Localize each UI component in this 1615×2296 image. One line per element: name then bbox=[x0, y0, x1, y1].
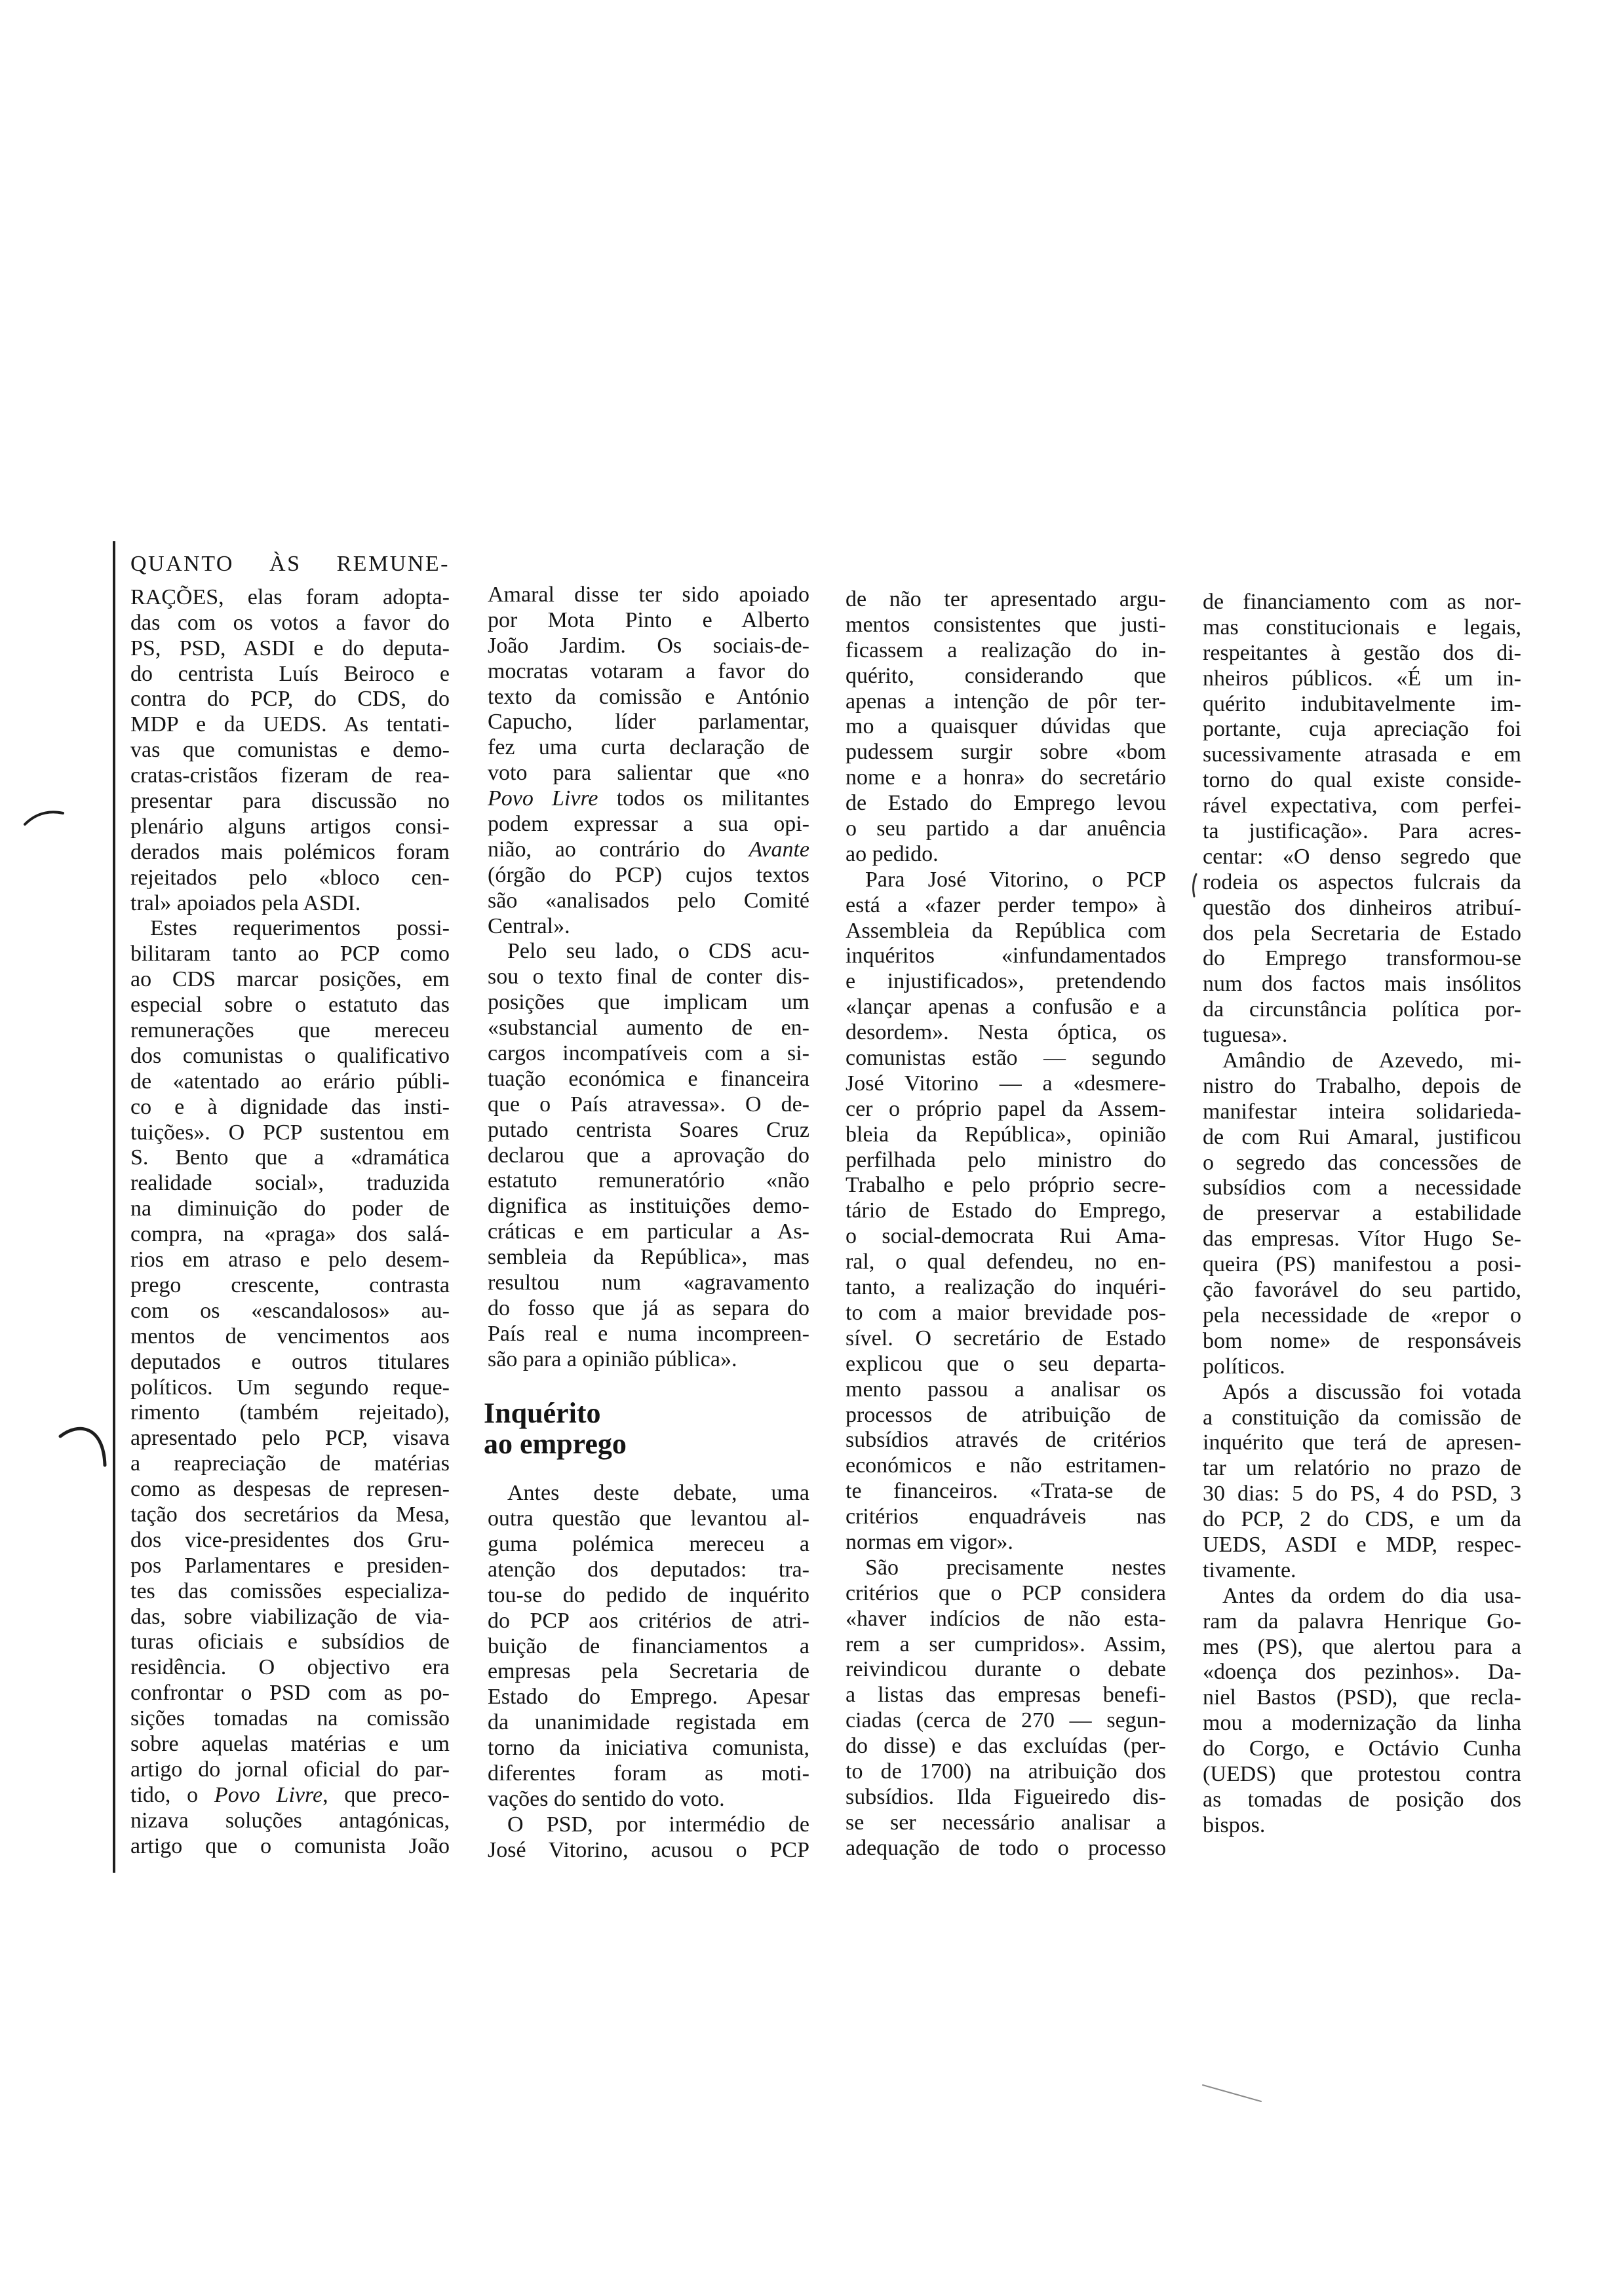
text-line: Antes deste debate, uma bbox=[507, 1481, 809, 1506]
text-line: bleia da República», opinião bbox=[846, 1122, 1166, 1147]
text-line: rimento (também rejeitado), bbox=[130, 1400, 450, 1425]
text-line: rável expectativa, com perfei- bbox=[1203, 794, 1521, 818]
text-line: putado centrista Soares Cruz bbox=[488, 1117, 809, 1142]
text-line: UEDS, ASDI e MDP, respec- bbox=[1203, 1532, 1521, 1557]
text-line: e injustificados», pretendendo bbox=[846, 969, 1166, 994]
text-line: (UEDS) que protestou contra bbox=[1203, 1761, 1521, 1786]
text-line: critérios que o PCP considera bbox=[846, 1580, 1166, 1605]
text-line: subsídios com a necessidade bbox=[1203, 1176, 1521, 1200]
text-line: tivamente. bbox=[1203, 1558, 1296, 1582]
text-run: nião, ao contrário do bbox=[488, 837, 749, 862]
column-3-body bbox=[846, 587, 1166, 1862]
text-line: rios em atraso e pelo desem- bbox=[130, 1248, 450, 1272]
text-line: dos pela Secretaria de Estado bbox=[1203, 921, 1521, 946]
column-4-body bbox=[1203, 590, 1521, 1839]
text-line: PS, PSD, ASDI e do deputa- bbox=[130, 636, 450, 660]
text-line: guma polémica mereceu a bbox=[488, 1531, 809, 1556]
text-line: niel Bastos (PSD), que recla- bbox=[1203, 1685, 1521, 1710]
text-line: derados mais polémicos foram bbox=[130, 839, 450, 864]
text-line: com os «escandalosos» au- bbox=[130, 1298, 450, 1323]
text-line: manifestar inteira solidarieda- bbox=[1203, 1099, 1521, 1124]
text-line: Capucho, líder parlamentar, bbox=[488, 710, 809, 735]
paragraph bbox=[1203, 1048, 1521, 1380]
text-line: tral» apoiados pela ASDI. bbox=[130, 890, 361, 915]
italic-text: Avante bbox=[749, 837, 809, 862]
text-line: mas constitucionais e legais, bbox=[1203, 615, 1521, 640]
text-line: reivindicou durante o debate bbox=[846, 1657, 1166, 1682]
paragraph bbox=[1203, 1380, 1521, 1584]
text-line: Trabalho e pelo próprio secre- bbox=[846, 1173, 1166, 1198]
paragraph bbox=[846, 868, 1166, 1556]
text-line: atenção dos deputados: tra- bbox=[488, 1557, 809, 1582]
text-line: a constituição da comissão de bbox=[1203, 1405, 1521, 1430]
text-line: dos vice-presidentes dos Gru- bbox=[130, 1527, 450, 1552]
paragraph bbox=[1203, 590, 1521, 1048]
text-line: Antes da ordem do dia usa- bbox=[1222, 1583, 1521, 1608]
text-line: dos comunistas o qualificativo bbox=[130, 1043, 450, 1068]
text-line: nistro do Trabalho, depois de bbox=[1203, 1073, 1521, 1098]
text-line: mentos consistentes que justi- bbox=[846, 612, 1166, 637]
text-line: diferentes foram as moti- bbox=[488, 1761, 809, 1786]
text-line: apenas a intenção de pôr ter- bbox=[846, 689, 1166, 714]
text-line: a reapreciação de matérias bbox=[130, 1451, 450, 1476]
text-line: ram da palavra Henrique Go- bbox=[1203, 1609, 1521, 1634]
text-line: (órgão do PCP) cujos textos bbox=[488, 862, 809, 887]
text-line: torno da iniciativa comunista, bbox=[488, 1736, 809, 1761]
text-line: do centrista Luís Beiroco e bbox=[130, 661, 450, 686]
text-line: do PCP aos critérios de atri- bbox=[488, 1608, 809, 1633]
text-line: de «atentado ao erário públi- bbox=[130, 1069, 450, 1094]
text-line: sembleia da República», mas bbox=[488, 1245, 809, 1270]
text-line: quérito indubitavelmente im- bbox=[1203, 691, 1521, 716]
text-line: mou a modernização da linha bbox=[1203, 1711, 1521, 1736]
text-line: tar um relatório no prazo de bbox=[1203, 1456, 1521, 1481]
text-line: texto da comissão e António bbox=[488, 684, 809, 709]
text-line: especial sobre o estatuto das bbox=[130, 993, 450, 1018]
text-line: Amaral disse ter sido apoiado bbox=[488, 583, 809, 607]
text-line: do fosso que já as separa do bbox=[488, 1295, 809, 1320]
text-line: rodeia os aspectos fulcrais da bbox=[1203, 870, 1521, 894]
text-line: questão dos dinheiros atribuí- bbox=[1203, 895, 1521, 920]
text-line: de com Rui Amaral, justificou bbox=[1203, 1124, 1521, 1149]
text-line: Assembleia da República com bbox=[846, 918, 1166, 943]
text-line bbox=[488, 837, 809, 863]
text-line: bom nome» de responsáveis bbox=[1203, 1328, 1521, 1353]
text-line: de não ter apresentado argu- bbox=[846, 587, 1166, 611]
text-line: remunerações que mereceu bbox=[130, 1018, 450, 1043]
text-line: o segredo das concessões de bbox=[1203, 1150, 1521, 1175]
text-line: das com os votos a favor do bbox=[130, 610, 450, 635]
paragraph bbox=[1203, 1584, 1521, 1839]
text-line: portante, cuja apreciação foi bbox=[1203, 717, 1521, 742]
text-line: cargos incompatíveis com a si- bbox=[488, 1041, 809, 1066]
text-line: ficassem a realização do in- bbox=[846, 638, 1166, 662]
column-4 bbox=[1203, 590, 1521, 1839]
text-line: desordem». Nesta óptica, os bbox=[846, 1020, 1166, 1045]
column-3 bbox=[846, 587, 1166, 1862]
text-line: compra, na «praga» dos salá- bbox=[130, 1222, 450, 1247]
text-line: queira (PS) manifestou a posi- bbox=[1203, 1252, 1521, 1277]
text-line: mo a quaisquer dúvidas que bbox=[846, 714, 1166, 739]
text-line: ao CDS marcar posições, em bbox=[130, 967, 450, 992]
text-line: vações do sentido do voto. bbox=[488, 1786, 725, 1811]
text-line: «doença dos pezinhos». Da- bbox=[1203, 1660, 1521, 1685]
text-line: confrontar o PSD com as po- bbox=[130, 1681, 450, 1706]
text-line: realidade social», traduzida bbox=[130, 1171, 450, 1196]
text-line: políticos. bbox=[1203, 1354, 1285, 1379]
paragraph bbox=[130, 916, 450, 1859]
text-line: ral, o qual defendeu, no en- bbox=[846, 1250, 1166, 1274]
text-line bbox=[130, 1783, 450, 1808]
text-line: voto para salientar que «no bbox=[488, 761, 809, 786]
text-line: cer o próprio papel da Assem- bbox=[846, 1096, 1166, 1121]
text-line: dignifica as instituições demo- bbox=[488, 1194, 809, 1219]
text-line: pela necessidade de «repor o bbox=[1203, 1303, 1521, 1328]
text-line: «haver indícios de não esta- bbox=[846, 1606, 1166, 1631]
text-line: da circunstância política por- bbox=[1203, 997, 1521, 1022]
text-line: co e à dignidade das insti- bbox=[130, 1094, 450, 1119]
text-line: do disse) e das excluídas (per- bbox=[846, 1734, 1166, 1759]
text-line: outra questão que levantou al- bbox=[488, 1506, 809, 1531]
column-1 bbox=[130, 552, 450, 1859]
text-run: todos os militantes bbox=[598, 786, 809, 811]
text-line: o social-democrata Rui Ama- bbox=[846, 1224, 1166, 1249]
text-line: respeitantes à gestão dos di- bbox=[1203, 640, 1521, 665]
text-line: económicos e não estritamen- bbox=[846, 1453, 1166, 1478]
text-line: sível. O secretário de Estado bbox=[846, 1326, 1166, 1350]
text-line: inquéritos «infundamentados bbox=[846, 944, 1166, 968]
text-line: Após a discussão foi votada bbox=[1222, 1379, 1521, 1404]
bottom-right-stroke bbox=[1203, 2085, 1261, 2101]
text-line: artigo que o comunista João bbox=[130, 1833, 450, 1858]
text-line: João Jardim. Os sociais-de- bbox=[488, 633, 809, 658]
text-line: das, sobre viabilização de via- bbox=[130, 1604, 450, 1629]
text-line: São precisamente nestes bbox=[865, 1555, 1166, 1580]
text-line: políticos. Um segundo reque- bbox=[130, 1375, 450, 1400]
text-line: tuguesa». bbox=[1203, 1023, 1288, 1048]
text-line: mentos de vencimentos aos bbox=[130, 1324, 450, 1349]
text-line: cráticas e em particular a As- bbox=[488, 1219, 809, 1244]
text-line: a listas das empresas benefi- bbox=[846, 1683, 1166, 1708]
text-line: são para a opinião pública». bbox=[488, 1347, 737, 1371]
text-line: apresentado pelo PCP, visava bbox=[130, 1426, 450, 1451]
text-line: subsídios. Ilda Figueiredo dis- bbox=[846, 1784, 1166, 1809]
text-line: as tomadas de posição dos bbox=[1203, 1787, 1521, 1812]
text-line: resultou num «agravamento bbox=[488, 1271, 809, 1295]
text-line: mocratas votaram a favor do bbox=[488, 659, 809, 683]
text-line: do PCP, 2 do CDS, e um da bbox=[1203, 1507, 1521, 1532]
text-line: perfilhada pelo ministro do bbox=[846, 1147, 1166, 1172]
text-line: to de 1700) na atribuição dos bbox=[846, 1759, 1166, 1784]
text-line bbox=[488, 786, 809, 812]
text-line: de financiamento com as nor- bbox=[1203, 590, 1521, 614]
text-line: o seu partido a dar anuência bbox=[846, 816, 1166, 841]
text-line: tuições». O PCP sustentou em bbox=[130, 1120, 450, 1145]
text-line: País real e numa incompreen- bbox=[488, 1321, 809, 1346]
text-line: torno do qual existe conside- bbox=[1203, 768, 1521, 793]
text-line: rem a ser cumpridos». Assim, bbox=[846, 1632, 1166, 1656]
text-line: Amândio de Azevedo, mi- bbox=[1222, 1048, 1521, 1073]
text-line: Estes requerimentos possi- bbox=[150, 916, 450, 941]
text-line: José Vitorino, acusou o PCP bbox=[488, 1837, 809, 1862]
text-run: , que preco- bbox=[322, 1782, 450, 1807]
text-line: pos Parlamentares e presiden- bbox=[130, 1553, 450, 1578]
text-line: comunistas estão — segundo bbox=[846, 1046, 1166, 1071]
text-line: critérios enquadráveis nas bbox=[846, 1504, 1166, 1529]
text-line: plenário alguns artigos consi- bbox=[130, 814, 450, 839]
text-line: que o País atravessa». O de- bbox=[488, 1092, 809, 1117]
text-line: «substancial aumento de en- bbox=[488, 1016, 809, 1041]
text-line: ao pedido. bbox=[846, 841, 939, 866]
italic-text: Povo Livre bbox=[488, 786, 598, 811]
text-line: explicou que o seu departa- bbox=[846, 1351, 1166, 1376]
text-line: RAÇÕES, elas foram adopta- bbox=[130, 584, 450, 609]
text-line: S. Bento que a «dramática bbox=[130, 1145, 450, 1170]
text-line: 30 dias: 5 do PS, 4 do PSD, 3 bbox=[1203, 1482, 1521, 1506]
subheading-line-1: Inquérito bbox=[484, 1397, 601, 1430]
text-line: bilitaram tanto ao PCP como bbox=[130, 942, 450, 966]
text-line: to com a maior brevidade pos- bbox=[846, 1300, 1166, 1325]
text-line: vas que comunistas e demo- bbox=[130, 738, 450, 763]
paragraph bbox=[488, 939, 809, 1372]
text-line: das empresas. Vítor Hugo Se- bbox=[1203, 1227, 1521, 1252]
text-line: num dos factos mais insólitos bbox=[1203, 972, 1521, 997]
text-line: da unanimidade registada em bbox=[488, 1710, 809, 1735]
italic-text: Povo Livre bbox=[214, 1782, 323, 1807]
margin-rule bbox=[113, 541, 115, 1873]
subheading bbox=[484, 1398, 809, 1459]
text-line: de Estado do Emprego levou bbox=[846, 791, 1166, 816]
text-line: Para José Vitorino, o PCP bbox=[865, 867, 1166, 892]
text-line: na diminuição do poder de bbox=[130, 1196, 450, 1221]
paragraph bbox=[130, 585, 450, 917]
text-line: «lançar apenas a confusão e a bbox=[846, 995, 1166, 1020]
text-line: sou o texto final de conter dis- bbox=[488, 965, 809, 989]
column-2-body-top bbox=[488, 583, 809, 1373]
paragraph bbox=[846, 1556, 1166, 1862]
paragraph bbox=[488, 1812, 809, 1864]
lead-line: QUANTO ÀS REMUNE- bbox=[130, 552, 450, 576]
text-line: cratas-cristãos fizeram de rea- bbox=[130, 763, 450, 788]
text-line: declarou que a aprovação do bbox=[488, 1143, 809, 1168]
text-line: centar: «O denso segredo que bbox=[1203, 844, 1521, 869]
text-line: nizava soluções antagónicas, bbox=[130, 1808, 450, 1833]
column-4-side-mark bbox=[1194, 874, 1196, 896]
text-line: se ser necessário analisar a bbox=[846, 1810, 1166, 1835]
text-line: residência. O objectivo era bbox=[130, 1655, 450, 1680]
text-line: tes das comissões especializa- bbox=[130, 1578, 450, 1603]
text-line: sobre aquelas matérias e um bbox=[130, 1731, 450, 1756]
paragraph bbox=[488, 1481, 809, 1812]
bracket-pen-mark bbox=[60, 1428, 105, 1465]
text-line: O PSD, por intermédio de bbox=[507, 1812, 809, 1837]
column-1-body bbox=[130, 585, 450, 1860]
text-line: processos de atribuição de bbox=[846, 1402, 1166, 1427]
text-line: ciadas (cerca de 270 — segun- bbox=[846, 1708, 1166, 1733]
text-line: tário de Estado do Emprego, bbox=[846, 1198, 1166, 1223]
text-line: está a «fazer perder tempo» à bbox=[846, 892, 1166, 917]
text-line: tanto, a realização do inquéri- bbox=[846, 1275, 1166, 1300]
text-line: José Vitorino — a «desmere- bbox=[846, 1071, 1166, 1096]
text-line: tou-se do pedido de inquérito bbox=[488, 1582, 809, 1607]
text-line: turas oficiais e subsídios de bbox=[130, 1630, 450, 1655]
text-line: estatuto remuneratório «não bbox=[488, 1168, 809, 1193]
text-line: por Mota Pinto e Alberto bbox=[488, 607, 809, 632]
text-line: tação dos secretários da Mesa, bbox=[130, 1502, 450, 1527]
text-line: artigo do jornal oficial do par- bbox=[130, 1757, 450, 1782]
text-line: Pelo seu lado, o CDS acu- bbox=[507, 939, 809, 964]
text-line: Estado do Emprego. Apesar bbox=[488, 1685, 809, 1710]
text-line: sições tomadas na comissão bbox=[130, 1706, 450, 1731]
text-line: adequação de todo o processo bbox=[846, 1835, 1166, 1860]
column-2-body-bottom bbox=[488, 1481, 809, 1863]
text-line: Central». bbox=[488, 913, 570, 938]
text-line: quérito, considerando que bbox=[846, 663, 1166, 688]
text-line: do Corgo, e Octávio Cunha bbox=[1203, 1736, 1521, 1761]
text-line: MDP e da UEDS. As tentati- bbox=[130, 712, 450, 737]
paragraph bbox=[488, 583, 809, 939]
text-line: deputados e outros titulares bbox=[130, 1349, 450, 1374]
text-line: fez uma curta declaração de bbox=[488, 735, 809, 760]
text-line: mes (PS), que alertou para a bbox=[1203, 1634, 1521, 1659]
text-line: posições que implicam um bbox=[488, 990, 809, 1015]
column-2 bbox=[484, 583, 809, 1864]
text-line: presentar para discussão no bbox=[130, 789, 450, 814]
text-line: buição de financiamentos a bbox=[488, 1634, 809, 1658]
text-line: nheiros públicos. «É um in- bbox=[1203, 666, 1521, 691]
subheading-line-2: ao emprego bbox=[484, 1428, 627, 1461]
text-line: bispos. bbox=[1203, 1812, 1266, 1837]
text-line: ta justificação». Para acres- bbox=[1203, 819, 1521, 844]
text-line: tuação económica e financeira bbox=[488, 1066, 809, 1091]
left-pen-mark bbox=[25, 812, 63, 824]
text-line: pudessem surgir sobre «bom bbox=[846, 740, 1166, 765]
text-line: ção favorável do seu partido, bbox=[1203, 1278, 1521, 1303]
text-line: nome e a honra» do secretário bbox=[846, 765, 1166, 790]
text-line: inquérito que terá de apresen- bbox=[1203, 1430, 1521, 1455]
text-line: sucessivamente atrasada e em bbox=[1203, 742, 1521, 767]
text-line: do Emprego transformou-se bbox=[1203, 946, 1521, 971]
text-line: de preservar a estabilidade bbox=[1203, 1201, 1521, 1226]
text-line: podem expressar a sua opi- bbox=[488, 812, 809, 837]
text-line: mento passou a analisar os bbox=[846, 1377, 1166, 1402]
text-line: te financeiros. «Trata-se de bbox=[846, 1479, 1166, 1504]
text-line: prego crescente, contrasta bbox=[130, 1272, 450, 1297]
text-line: contra do PCP, do CDS, do bbox=[130, 687, 450, 712]
text-line: como as despesas de represen- bbox=[130, 1477, 450, 1502]
text-line: normas em vigor». bbox=[846, 1529, 1013, 1554]
text-line: rejeitados pelo «bloco cen- bbox=[130, 865, 450, 890]
paragraph bbox=[846, 587, 1166, 868]
text-line: subsídios através de critérios bbox=[846, 1428, 1166, 1453]
text-line: são «analisados pelo Comité bbox=[488, 888, 809, 913]
text-run: tido, o bbox=[130, 1782, 214, 1807]
text-line: empresas pela Secretaria de bbox=[488, 1659, 809, 1684]
